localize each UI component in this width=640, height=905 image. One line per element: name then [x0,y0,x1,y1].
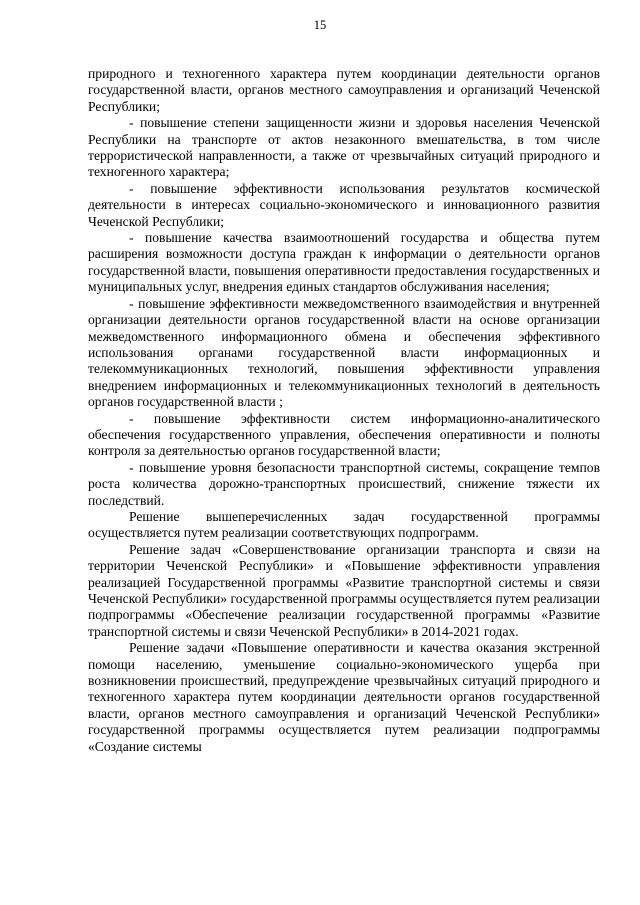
paragraph: Решение вышеперечисленных задач государственной программы осуществляется путем реализации соответствующих подпрограмм. [88,508,600,541]
page-number: 15 [313,18,327,32]
paragraph: - повышение эффективности использования результатов космической деятельности в интересах социально-экономического и инновационного развития Чеченской Республики; [88,180,600,229]
paragraph: природного и техногенного характера путем координации деятельности органов государственной власти, органов местного самоуправления и организаций Чеченской Республики; [88,66,600,114]
paragraph: Решение задачи «Повышение оперативности и качества оказания экстренной помощи населению, уменьшение социально-экономического ущерба при возникновении происшествий, предупреждение чрезвычайных ситуаций природного и техногенного характера путем координации деятельности органов государственной власти, органов местного самоуправления и организаций Чеченской Республики» государственной программы осуществляется путем реализации подпрограммы «Создание системы [88,640,600,754]
document-body [88,66,600,755]
paragraph: Решение задач «Совершенствование организации транспорта и связи на территории Чеченской Республики» и «Повышение эффективности управления реализацией Государственной программы «Развитие транспортной системы и связи Чеченской Республики» государственной программы осуществляется путем реализации подпрограммы «Обеспечение реализации государственной программы «Развитие транспортной системы и связи Чеченской Республики» в 2014-2021 годах. [88,541,600,639]
paragraph: - повышение уровня безопасности транспортной системы, сокращение темпов роста количества дорожно-транспортных происшествий, снижение тяжести их последствий. [88,459,600,508]
paragraph: - повышение эффективности межведомственного взаимодействия и внутренней организации деятельности органов государственной власти на основе организации межведомственного информационного обмена и обеспечения эффективного использования органами государственной власти информационных и телекоммуникационных технологий, повышения эффективности управления внедрением информационных и телекоммуникационных технологий в деятельность органов государственной власти ; [88,295,600,410]
paragraph: - повышение степени защищенности жизни и здоровья населения Чеченской Республики на транспорте от актов незаконного вмешательства, в том числе террористической направленности, а также от чрезвычайных ситуаций природного и техногенного характера; [88,115,600,180]
paragraph: - повышение качества взаимоотношений государства и общества путем расширения возможности доступа граждан к информации о деятельности органов государственной власти, повышения оперативности предоставления государственных и муниципальных услуг, внедрения единых стандартов обслуживания населения; [88,230,600,295]
paragraph: - повышение эффективности систем информационно-аналитического обеспечения государственного управления, обеспечения оперативности и полноты контроля за деятельностью органов государственной власти; [88,410,600,459]
